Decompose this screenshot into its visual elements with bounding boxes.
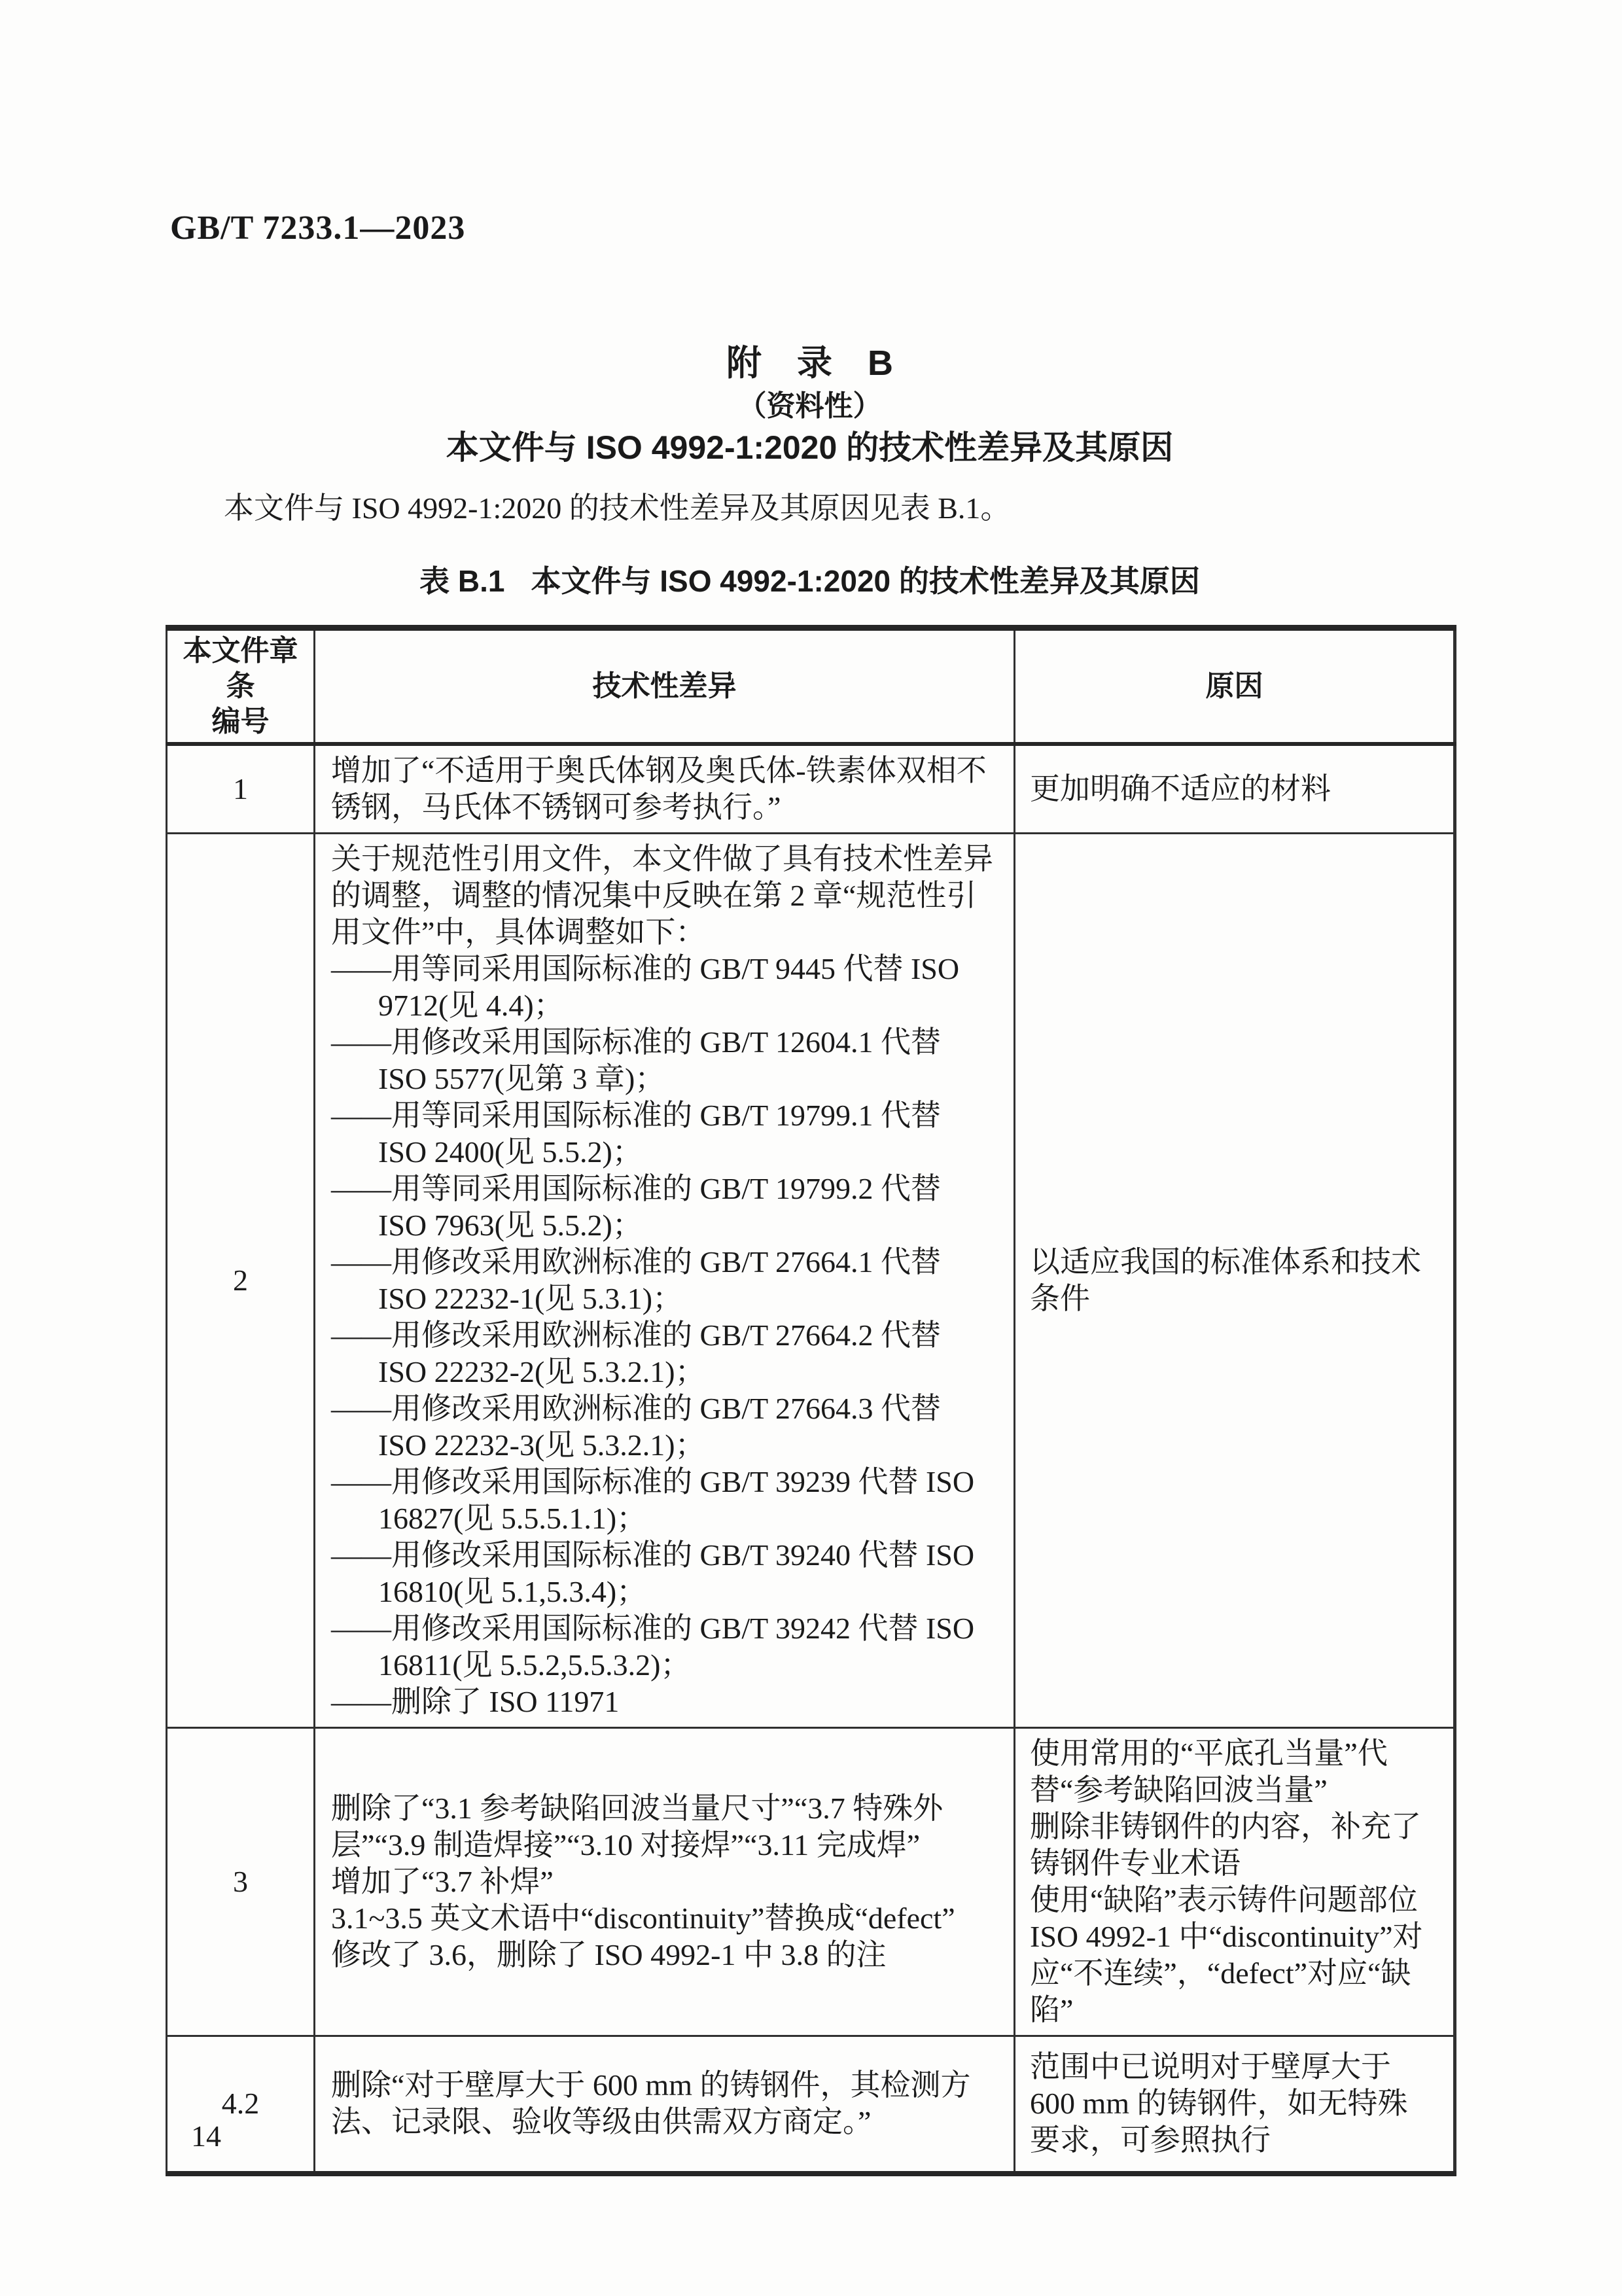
difference-list-item: ——用修改采用国际标准的 GB/T 39239 代替 ISO 16827(见 5.5.5.1.1)； — [331, 1465, 975, 1535]
difference-list-item: ——用修改采用国际标准的 GB/T 39240 代替 ISO 16810(见 5.1,5.3.4)； — [331, 1538, 975, 1608]
table-row-clause-1 — [167, 744, 1455, 834]
difference-paragraph: 增加了“3.7 补焊” — [331, 1865, 554, 1898]
difference-paragraph: 删除了“3.1 参考缺陷回波当量尺寸”“3.7 特殊外层”“3.9 制造焊接”“3.10 对接焊”“3.11 完成焊” — [331, 1792, 943, 1862]
difference-paragraph: 关于规范性引用文件，本文件做了具有技术性差异的调整，调整的情况集中反映在第 2 章“规范性引用文件”中，具体调整如下： — [331, 842, 993, 949]
appendix-title: 附 录 B — [726, 344, 893, 383]
difference-list-item: ——用等同采用国际标准的 GB/T 19799.1 代替 ISO 2400(见 5.5.2)； — [331, 1099, 941, 1169]
technical-difference-cell — [315, 1728, 1015, 2036]
table-row-clause-3 — [167, 1728, 1455, 2036]
difference-list-item: ——用修改采用欧洲标准的 GB/T 27664.2 代替 ISO 22232-2(见 5.3.2.1)； — [331, 1318, 941, 1388]
difference-list-item: ——用修改采用国际标准的 GB/T 12604.1 代替 ISO 5577(见第 3 章)； — [331, 1025, 941, 1095]
clause-number: 2 — [167, 834, 315, 1728]
reason-paragraph: 删除非铸钢件的内容，补充了铸钢件专业术语 — [1030, 1810, 1421, 1880]
difference-list-item: ——用修改采用国际标准的 GB/T 39242 代替 ISO 16811(见 5.5.2,5.5.3.2)； — [331, 1612, 975, 1682]
reason-paragraph: 更加明确不适应的材料 — [1030, 772, 1331, 805]
technical-difference-cell — [315, 2036, 1015, 2174]
reason-cell — [1015, 2036, 1455, 2174]
reason-paragraph: 范围中已说明对于壁厚大于 600 mm 的铸钢件，如无特殊要求，可参照执行 — [1030, 2050, 1408, 2157]
page-number: 14 — [191, 2119, 221, 2153]
reason-paragraph: ISO 4992-1 中“discontinuity”对应“不连续”，“defect”对应“缺陷” — [1030, 1920, 1423, 2026]
reason-cell — [1015, 744, 1455, 834]
technical-difference-cell — [315, 744, 1015, 834]
reason-paragraph: 使用常用的“平底孔当量”代替“参考缺陷回波当量” — [1030, 1737, 1388, 1807]
difference-list-item: ——删除了 ISO 11971 — [331, 1685, 620, 1718]
difference-paragraph: 删除“对于壁厚大于 600 mm 的铸钢件，其检测方法、记录限、验收等级由供需双方商定。” — [331, 2068, 971, 2139]
difference-list-item: ——用等同采用国际标准的 GB/T 9445 代替 ISO 9712(见 4.4)； — [331, 952, 960, 1022]
reason-paragraph: 以适应我国的标准体系和技术条件 — [1030, 1245, 1421, 1315]
reason-cell — [1015, 834, 1455, 1728]
difference-list-item: ——用修改采用欧洲标准的 GB/T 27664.1 代替 ISO 22232-1(见 5.3.1)； — [331, 1245, 941, 1315]
difference-paragraph: 3.1~3.5 英文术语中“discontinuity”替换成“defect” — [331, 1901, 955, 1935]
col-header-reason: 原因 — [1015, 628, 1455, 745]
clause-number: 1 — [167, 744, 315, 834]
difference-list-item: ——用等同采用国际标准的 GB/T 19799.2 代替 ISO 7963(见 5.5.2)； — [331, 1172, 941, 1242]
table-header-row — [167, 628, 1455, 745]
col-header-clause — [167, 628, 315, 745]
appendix-subtitle: （资料性） — [737, 390, 882, 422]
reason-cell — [1015, 1728, 1455, 2036]
difference-paragraph: 修改了 3.6，删除了 ISO 4992-1 中 3.8 的注 — [331, 1938, 887, 1971]
difference-paragraph: 增加了“不适用于奥氏体钢及奥氏体-铁素体双相不锈钢，马氏体不锈钢可参考执行。” — [331, 754, 987, 824]
intro-paragraph: 本文件与 ISO 4992-1:2020 的技术性差异及其原因见表 B.1。 — [224, 491, 1011, 525]
table-caption-label: 表 B.1 — [419, 564, 505, 598]
clause-number: 4.2 — [167, 2036, 315, 2174]
table-caption — [166, 557, 1454, 601]
clause-number: 3 — [167, 1728, 315, 2036]
col-header-clause-line2: 编号 — [211, 705, 270, 737]
difference-list-item: ——用修改采用欧洲标准的 GB/T 27664.3 代替 ISO 22232-3(见 5.3.2.1)； — [331, 1392, 941, 1462]
differences-table — [166, 625, 1456, 2176]
col-header-clause-line1: 本文件章条 — [183, 635, 298, 702]
reason-paragraph: 使用“缺陷”表示铸件问题部位 — [1030, 1883, 1418, 1916]
technical-difference-cell — [315, 834, 1015, 1728]
col-header-difference: 技术性差异 — [315, 628, 1015, 745]
appendix-heading: 本文件与 ISO 4992-1:2020 的技术性差异及其原因 — [446, 429, 1174, 466]
table-row-clause-4.2 — [167, 2036, 1455, 2174]
running-header: GB/T 7233.1—2023 — [170, 209, 466, 247]
table-row-clause-2 — [167, 834, 1455, 1728]
table-caption-title: 本文件与 ISO 4992-1:2020 的技术性差异及其原因 — [531, 564, 1200, 598]
